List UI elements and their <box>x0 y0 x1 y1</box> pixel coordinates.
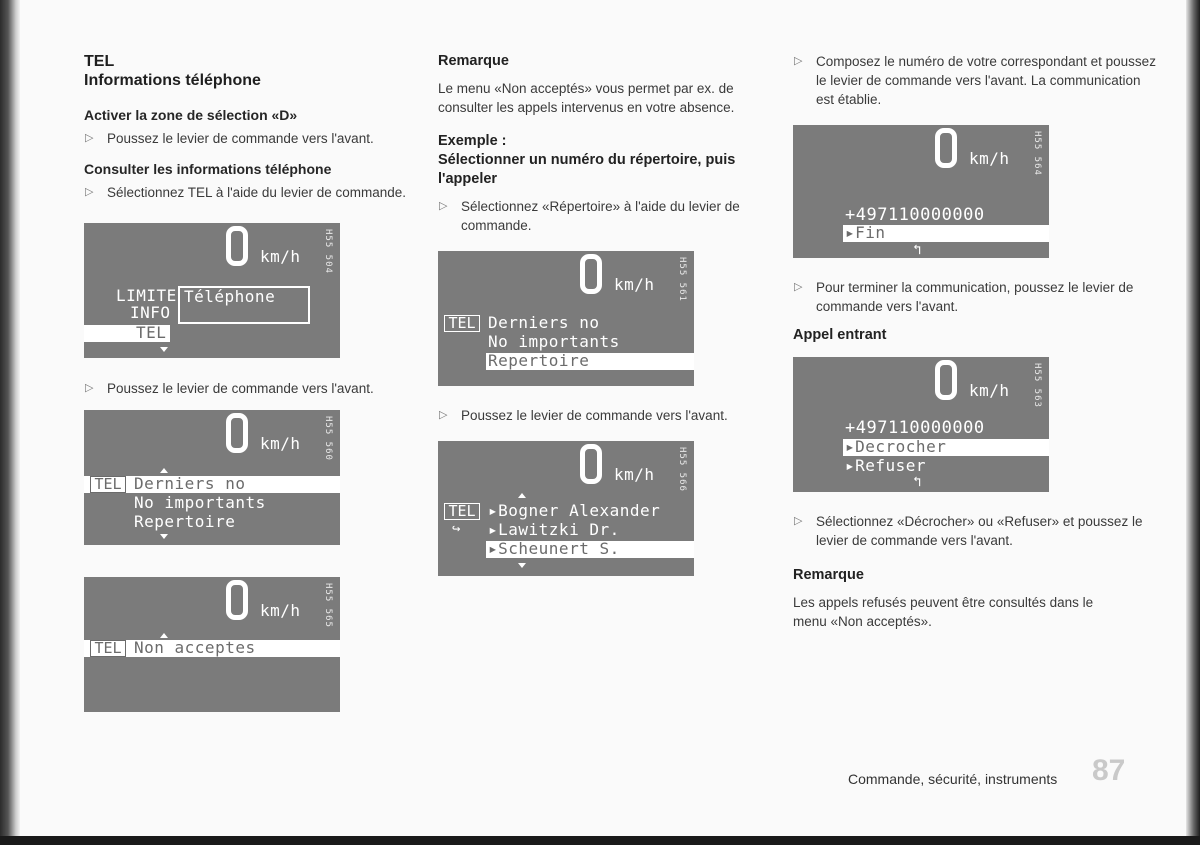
phone-number: +497110000000 <box>845 418 985 438</box>
figure-code: H55 561 <box>677 257 687 302</box>
menu-item-importants: No importants <box>134 493 266 512</box>
subheading-consult: Consulter les informations téléphone <box>84 161 332 177</box>
tel-label: TEL <box>444 503 480 520</box>
incoming-call-heading: Appel entrant <box>793 327 887 343</box>
speed-digit <box>935 128 957 168</box>
triangle-bullet-icon: ▷ <box>85 132 94 144</box>
menu-item-importants: No importants <box>488 332 620 351</box>
example-subheading: Sélectionner un numéro du répertoire, puis l'appeler <box>438 152 736 187</box>
figure-code: H55 504 <box>323 229 333 274</box>
footer-section: Commande, sécurité, instruments <box>848 771 1058 787</box>
speed-digit <box>580 444 602 484</box>
figure-code: H55 563 <box>1032 363 1042 408</box>
tel-label: TEL <box>90 640 126 657</box>
step-consult: ▷ Sélectionnez TEL à l'aide du levier de commande. <box>85 185 407 200</box>
menu-telephone: Téléphone <box>184 287 276 306</box>
column-3 <box>793 52 1156 631</box>
display-screen-tel-submenu <box>84 410 340 545</box>
subheading-activate: Activer la zone de sélection «D» <box>84 107 298 123</box>
menu-item-repertoire: Repertoire <box>134 512 236 531</box>
triangle-bullet-icon: ▷ <box>439 409 448 421</box>
speed-unit: km/h <box>614 465 655 484</box>
menu-item-non-acceptes: Non acceptes <box>134 638 256 657</box>
step-dial: ▷ Composez le numéro de votre correspondant et poussez le levier de commande vers l'avant. La communication est établie. <box>794 54 1156 107</box>
return-icon: ↰ <box>913 242 922 258</box>
display-screen-incoming-call <box>793 357 1049 492</box>
triangle-bullet-icon: ▷ <box>85 186 94 198</box>
speed-digit <box>935 360 957 400</box>
scroll-up-icon <box>160 468 168 473</box>
return-icon: ↰ <box>913 474 922 490</box>
remark-text-2: Les appels refusés peuvent être consultés dans le menu «Non acceptés». <box>793 595 1094 629</box>
page-binding-right <box>1186 0 1200 845</box>
speed-unit: km/h <box>614 275 655 294</box>
scroll-up-icon <box>518 493 526 498</box>
menu-item-fin: ▸Fin <box>845 223 886 242</box>
menu-item-derniers: Derniers no <box>134 474 246 493</box>
column-1 <box>84 52 414 712</box>
step-end-call: ▷ Pour terminer la communication, poussez le levier de commande vers l'avant. <box>794 280 1134 314</box>
remark-heading-2: Remarque <box>793 567 864 583</box>
scroll-down-icon <box>518 563 526 568</box>
speed-digit <box>226 226 248 266</box>
display-screen-call-active <box>793 125 1049 258</box>
remark-text: Le menu «Non acceptés» vous permet par ex. de consulter les appels intervenus en votre absence. <box>438 81 735 115</box>
triangle-bullet-icon: ▷ <box>794 55 803 67</box>
column-2 <box>438 52 778 576</box>
figure-code: H55 564 <box>1032 131 1042 176</box>
triangle-bullet-icon: ▷ <box>794 281 803 293</box>
triangle-bullet-icon: ▷ <box>794 515 803 527</box>
page-binding-left <box>0 0 20 845</box>
step-push-2: ▷ Poussez le levier de commande vers l'avant. <box>439 408 728 423</box>
scroll-down-icon <box>160 347 168 352</box>
page-title: Informations téléphone <box>84 72 261 89</box>
step-activate: ▷ Poussez le levier de commande vers l'avant. <box>85 131 374 146</box>
step-push-1: ▷ Poussez le levier de commande vers l'avant. <box>85 381 374 396</box>
step-select-repertoire: ▷ Sélectionnez «Répertoire» à l'aide du levier de commande. <box>439 199 740 233</box>
tel-label: TEL <box>90 476 126 493</box>
contact-lawitzki: ▸Lawitzki Dr. <box>488 520 620 539</box>
figure-code: H55 566 <box>677 447 687 492</box>
example-heading: Exemple : <box>438 133 507 149</box>
tel-label: TEL <box>444 315 480 332</box>
menu-info: INFO <box>130 303 171 322</box>
display-screen-repertoire-select <box>438 251 694 386</box>
speed-unit: km/h <box>260 247 301 266</box>
section-label: TEL <box>84 53 115 70</box>
figure-code: H55 565 <box>323 583 333 628</box>
page-number: 87 <box>1092 754 1126 787</box>
step-choose: ▷ Sélectionnez «Décrocher» ou «Refuser» et poussez le levier de commande vers l'avant. <box>794 514 1143 548</box>
display-screen-contacts <box>438 441 694 576</box>
menu-item-refuser: ▸Refuser <box>845 456 927 475</box>
contact-scheunert-selected: ▸Scheunert S. <box>488 539 620 558</box>
page-bottom-edge <box>0 836 1200 845</box>
menu-limite: LIMITE <box>116 286 177 305</box>
speed-digit <box>226 580 248 620</box>
back-arrow-icon: ↪ <box>452 521 461 537</box>
speed-unit: km/h <box>969 381 1010 400</box>
speed-unit: km/h <box>260 434 301 453</box>
figure-code: H55 560 <box>323 416 333 461</box>
speed-digit <box>580 254 602 294</box>
phone-number: +497110000000 <box>845 205 985 225</box>
menu-item-derniers: Derniers no <box>488 313 600 332</box>
contact-bogner: ▸Bogner Alexander <box>488 501 661 520</box>
speed-unit: km/h <box>260 601 301 620</box>
speed-digit <box>226 413 248 453</box>
menu-tel-selected: TEL <box>136 323 167 342</box>
display-screen-non-acceptes <box>84 577 340 712</box>
triangle-bullet-icon: ▷ <box>439 200 448 212</box>
display-screen-tel-menu <box>84 223 340 358</box>
menu-item-repertoire-selected: Repertoire <box>488 351 590 370</box>
remark-heading: Remarque <box>438 53 509 69</box>
menu-item-decrocher: ▸Decrocher <box>845 437 947 456</box>
scroll-down-icon <box>160 534 168 539</box>
speed-unit: km/h <box>969 149 1010 168</box>
triangle-bullet-icon: ▷ <box>85 382 94 394</box>
